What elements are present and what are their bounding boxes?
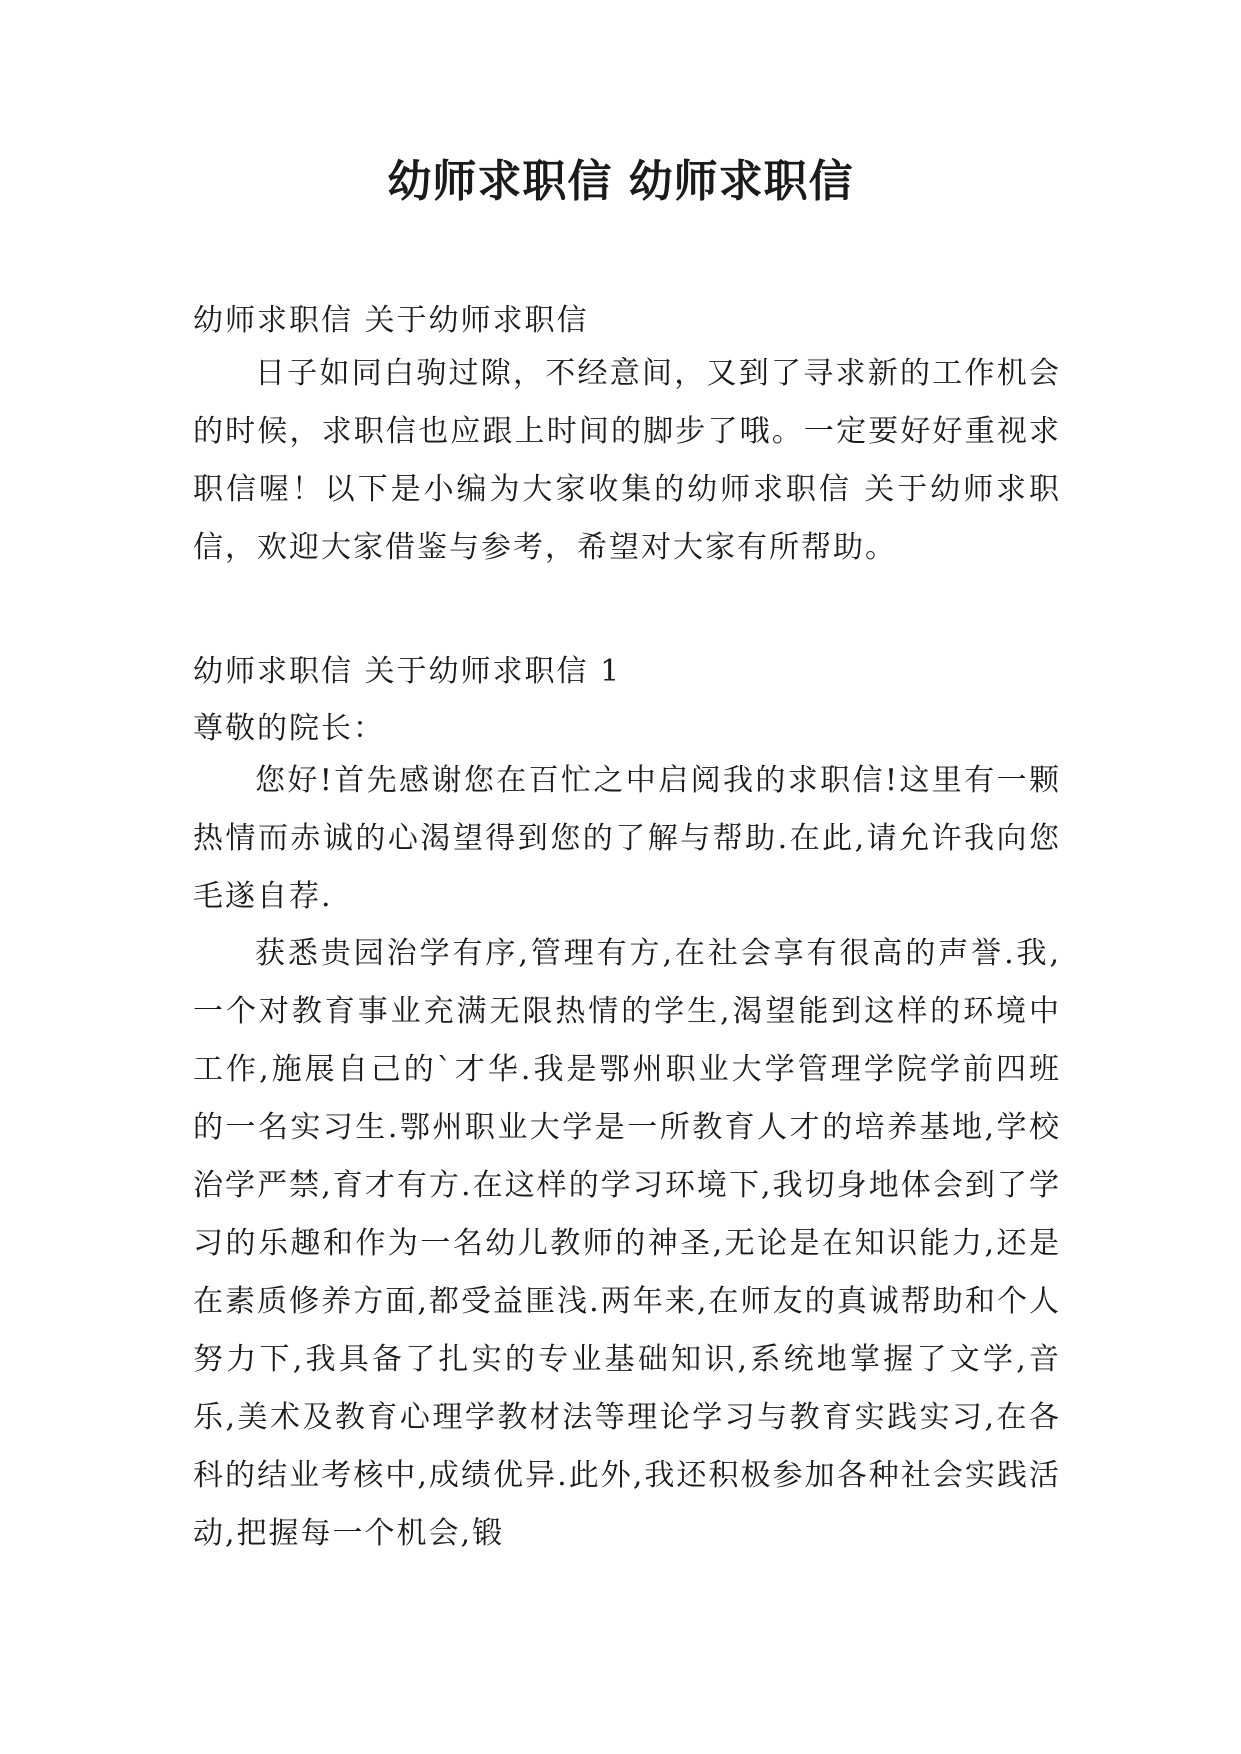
letter-salutation: 尊敬的院长：	[193, 711, 385, 746]
document-title: 幼师求职信 幼师求职信	[387, 156, 854, 207]
section-heading-1: 幼师求职信 关于幼师求职信	[193, 303, 589, 338]
letter-paragraph-1: 您好!首先感谢您在百忙之中启阅我的求职信!这里有一颗热情而赤诚的心渴望得到您的了解与帮助.在此,请允许我向您毛遂自荐.	[193, 763, 1061, 914]
letter-paragraph-2: 获悉贵园治学有序,管理有方,在社会享有很高的声誉.我,一个对教育事业充满无限热情的学生,渴望能到这样的环境中工作,施展自己的`才华.我是鄂州职业大学管理学院学前四班的一名实习生.鄂州职业大学是一所教育人才的培养基地,学校治学严禁,育才有方.在这样的学习环境下,我切身地体会到了学习的乐趣和作为一名幼儿教师的神圣,无论是在知识能力,还是在素质修养方面,都受益匪浅.两年来,在师友的真诚帮助和个人努力下,我具备了扎实的专业基础知识,系统地掌握了文学,音乐,美术及教育心理学教材法等理论学习与教育实践实习,在各科的结业考核中,成绩优异.此外,我还积极参加各种社会实践活动,把握每一个机会,锻	[193, 936, 1061, 1551]
intro-paragraph: 日子如同白驹过隙，不经意间，又到了寻求新的工作机会的时候，求职信也应跟上时间的脚步了哦。一定要好好重视求职信喔！以下是小编为大家收集的幼师求职信 关于幼师求职信，欢迎大家借鉴与参考，希望对大家有所帮助。	[193, 356, 1061, 565]
section-heading-2: 幼师求职信 关于幼师求职信 1	[193, 654, 622, 689]
